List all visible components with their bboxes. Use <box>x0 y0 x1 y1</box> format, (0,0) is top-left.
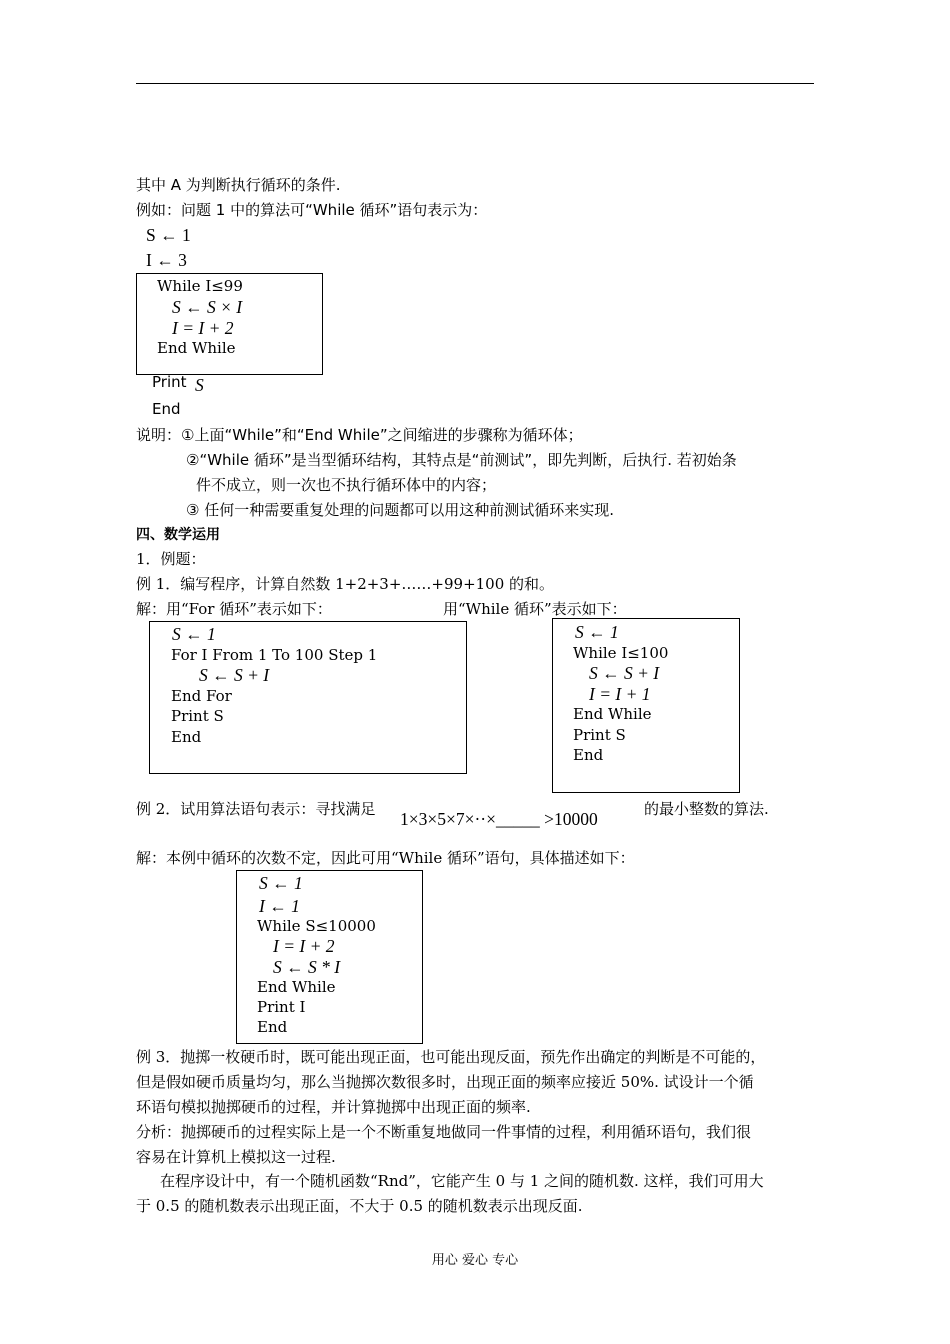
section-sub: 1．例题： <box>136 550 206 568</box>
code1-line-4: End While <box>157 339 236 357</box>
code-for-line-5: Print S <box>171 707 224 725</box>
note-2b: 件不成立，则一次也不执行循环体中的内容； <box>196 476 497 494</box>
code1-line-1: While I≤99 <box>157 277 243 295</box>
note-3: ③ 任何一种需要重复处理的问题都可以用这种前测试循环来实现. <box>186 501 614 519</box>
solution-for-label: 解：用“For 循环”表示如下： <box>136 600 332 618</box>
code-while-line-2: While I≤100 <box>573 644 669 662</box>
code-for-line-6: End <box>171 728 202 746</box>
code1-line-3: I = I + 2 <box>172 318 234 338</box>
code-while-line-5: End While <box>573 705 652 723</box>
code1-end: End <box>152 400 181 418</box>
analysis-line-1: 分析：抛掷硬币的过程实际上是一个不断重复地做同一件事情的过程，利用循环语句，我们很 <box>136 1123 752 1141</box>
example-3-line-2: 但是假如硬币质量均匀，那么当抛掷次数很多时，出现正面的频率应接近 50%. 试设计一个循 <box>136 1073 754 1091</box>
code-ex2-line-4: I = I + 2 <box>273 936 335 956</box>
example-2-tail: 的最小整数的算法. <box>644 800 769 818</box>
section-heading: 四、数学运用 <box>136 527 220 543</box>
note-2a: ②“While 循环”是当型循环结构，其特点是“前测试”，即先判断，后执行. 若初始条 <box>186 451 737 469</box>
code-ex2-line-2: I ← 1 <box>259 896 300 916</box>
code-while-line-4: I = I + 1 <box>589 684 651 704</box>
solution-while-label: 用“While 循环”表示如下： <box>443 600 627 618</box>
code1-pre-2: I ← 3 <box>146 250 187 270</box>
code-while-line-1: S ← 1 <box>575 622 619 642</box>
header-rule <box>136 83 814 84</box>
example-1: 例 1．编写程序，计算自然数 1+2+3+……+99+100 的和。 <box>136 575 555 593</box>
code-while-line-6: Print S <box>573 726 626 744</box>
example-3-line-3: 环语句模拟抛掷硬币的过程，并计算抛掷中出现正面的频率. <box>136 1098 531 1116</box>
code-ex2-line-1: S ← 1 <box>259 873 303 893</box>
paragraph-line-2: 于 0.5 的随机数表示出现正面，不大于 0.5 的随机数表示出现反面. <box>136 1197 583 1215</box>
code-for-line-1: S ← 1 <box>172 624 216 644</box>
code1-print: Print <box>152 373 187 391</box>
code-ex2-line-8: End <box>257 1018 288 1036</box>
example-2: 例 2．试用算法语句表示：寻找满足 <box>136 800 376 818</box>
code-ex2-line-7: Print I <box>257 998 306 1016</box>
example-3-line-1: 例 3．抛掷一枚硬币时，既可能出现正面，也可能出现反面，预先作出确定的判断是不可能的， <box>136 1048 766 1066</box>
code1-print-var: S <box>195 375 204 395</box>
analysis-line-2: 容易在计算机上模拟这一过程. <box>136 1148 336 1166</box>
code-while-line-7: End <box>573 746 604 764</box>
code-ex2-line-6: End While <box>257 978 336 996</box>
paragraph-line-1: 在程序设计中，有一个随机函数“Rnd”，它能产生 0 与 1 之间的随机数. 这样，我们可用大 <box>160 1172 764 1190</box>
code-for-line-3: S ← S + I <box>199 665 270 685</box>
intro-line-2: 例如：问题 1 中的算法可“While 循环”语句表示为： <box>136 201 488 219</box>
note-1: 说明：①上面“While”和“End While”之间缩进的步骤称为循环体； <box>136 426 583 444</box>
code1-pre-1: S ← 1 <box>146 225 191 245</box>
page-footer: 用心 爱心 专心 <box>431 1253 519 1268</box>
example-2-solution: 解：本例中循环的次数不定，因此可用“While 循环”语句，具体描述如下： <box>136 849 635 867</box>
example-2-formula: 1×3×5×7×··×_____ >10000 <box>400 809 598 829</box>
code-ex2-line-5: S ← S * I <box>273 957 341 977</box>
code-for-line-4: End For <box>171 687 232 705</box>
intro-line-1: 其中 A 为判断执行循环的条件. <box>136 176 341 194</box>
code-while-line-3: S ← S + I <box>589 663 660 683</box>
code-for-line-2: For I From 1 To 100 Step 1 <box>171 646 378 664</box>
code1-line-2: S ← S × I <box>172 297 243 317</box>
code-ex2-line-3: While S≤10000 <box>257 917 376 935</box>
